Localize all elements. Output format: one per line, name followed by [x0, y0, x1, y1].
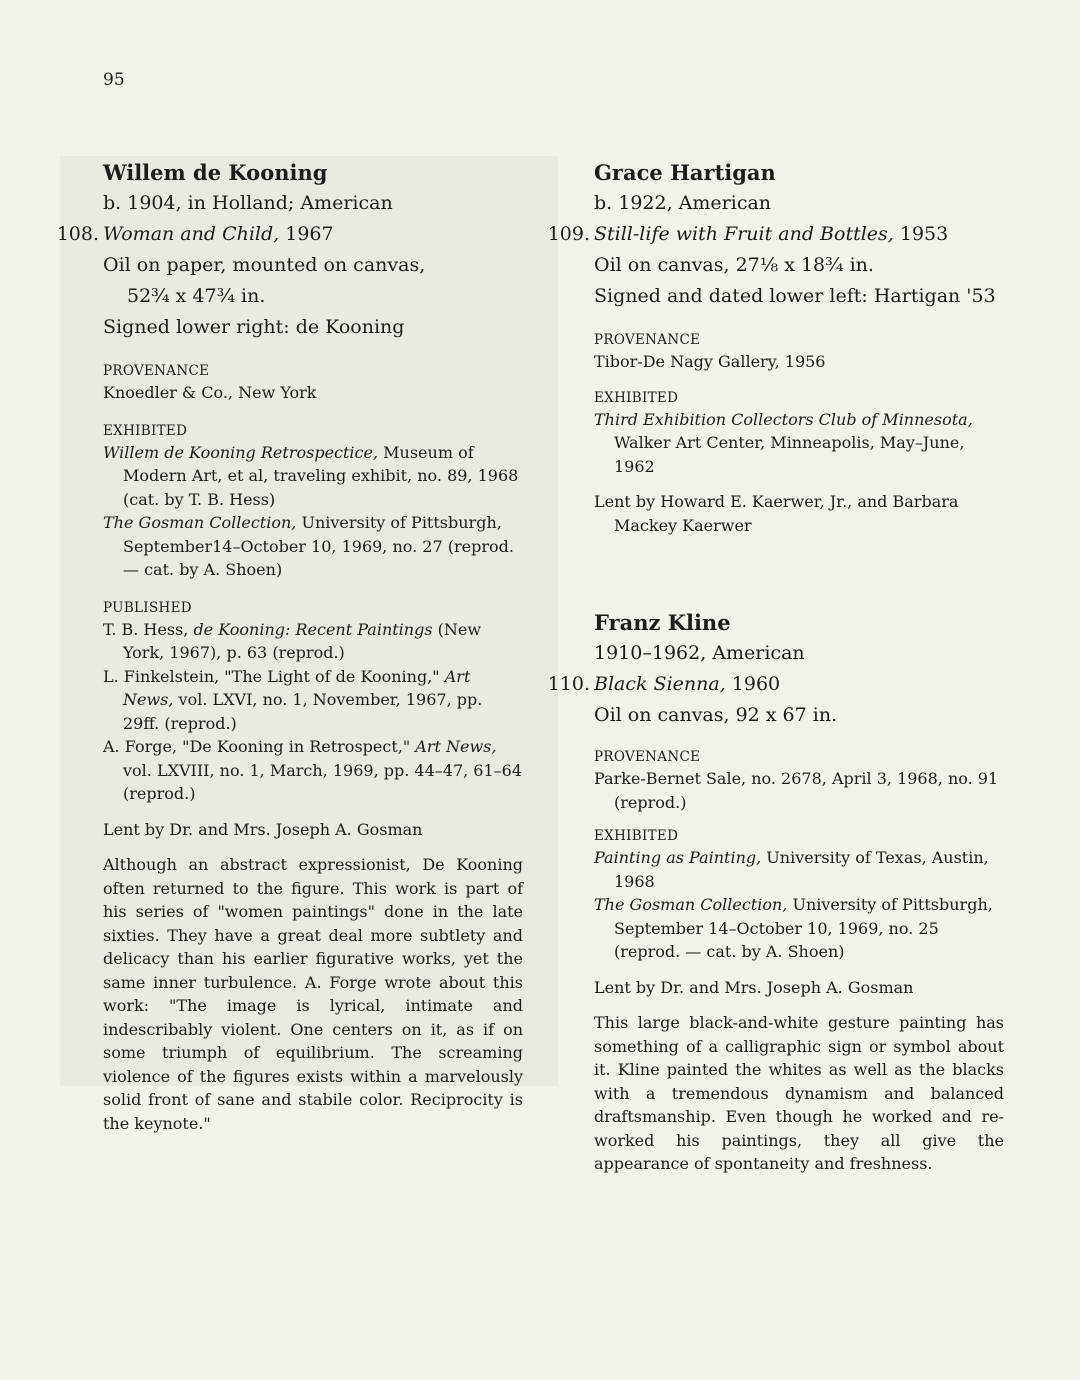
artist-birth: b. 1922, American [594, 192, 772, 214]
page-number: 95 [103, 70, 125, 90]
entry-110 [547, 608, 1004, 1176]
medium: Oil on canvas, 27⅛ x 18¾ in. [594, 254, 874, 276]
lender-credit: Lent by Dr. and Mrs. Joseph A. Gosman [594, 977, 914, 997]
work-year: 1953 [899, 223, 949, 245]
entry-109 [547, 158, 1004, 537]
exhibition-item: Willem de Kooning Retrospectice, Museum of Modern Art, et al, traveling exhibit, no. 89, 1968 (cat. by T. B. Hess) [103, 442, 519, 509]
medium: Oil on canvas, 92 x 67 in. [594, 704, 838, 726]
artist-name: Grace Hartigan [594, 160, 776, 185]
exhibited-label: EXHIBITED [103, 422, 188, 439]
exhibited-label: EXHIBITED [594, 828, 679, 844]
provenance-label: PROVENANCE [594, 749, 701, 765]
work-title: Woman and Child, [103, 223, 280, 245]
signature-note: Signed lower right: de Kooning [103, 316, 405, 338]
lender-credit: Lent by Howard E. Kaerwer, Jr., and Barbara Mackey Kaerwer [594, 492, 959, 535]
exhibition-item: Painting as Painting, University of Texas, Austin, 1968 [594, 848, 989, 891]
publication-item: L. Finkelstein, "The Light of de Kooning," Art News, vol. LXVI, no. 1, November, 1967, pp. 29ff. (reprod.) [103, 666, 483, 733]
work-title: Still-life with Fruit and Bottles, [594, 223, 894, 245]
description: Although an abstract expressionist, De Kooning often returned to the figure. This work is part of his series of "women paintings" done in the late sixties. They have a great deal more subtlety and delicacy than his earlier figurative works, yet the same inner turbulence. A. Forge wrote about this work: "The image is lyrical, intimate and indescribably violent. One centers on it, as if on some triumph of equilibrium. The screaming violence of the figures exists within a marvelously solid front of sane and stabile color. Reciprocity is the keynote." [103, 855, 523, 1133]
exhibition-item: The Gosman Collection, University of Pittsburgh, September14–October 10, 1969, no. 27 (reprod. — cat. by A. Shoen) [103, 513, 514, 579]
exhibited-label: EXHIBITED [594, 389, 679, 406]
artist-birth: b. 1904, in Holland; American [103, 192, 393, 214]
provenance-label: PROVENANCE [103, 363, 210, 379]
provenance-text: Tibor-De Nagy Gallery, 1956 [594, 352, 826, 371]
lender-credit: Lent by Dr. and Mrs. Joseph A. Gosman [103, 819, 423, 839]
artist-name: Willem de Kooning [103, 160, 328, 185]
description: This large black-and-white gesture painting has something of a calligraphic sign or symbol about it. Kline painted the whites as well as the blacks with a tremendous dynamism and balanced draftsmanship. Even though he worked and re-worked his paintings, they all give the appearance of spontaneity and freshness. [594, 1013, 1004, 1173]
provenance-text: Parke-Bernet Sale, no. 2678, April 3, 1968, no. 91 (reprod.) [594, 769, 999, 812]
published-label: PUBLISHED [103, 599, 192, 616]
work-title-line [547, 219, 1004, 250]
artist-birth: 1910–1962, American [594, 642, 805, 664]
publication-item: A. Forge, "De Kooning in Retrospect," Art News, vol. LXVIII, no. 1, March, 1969, pp. 44–47, 61–64 (reprod.) [103, 737, 523, 803]
entry-108 [56, 158, 523, 1135]
work-year: 1960 [731, 673, 781, 695]
exhibition-item: Third Exhibition Collectors Club of Minnesota, Walker Art Center, Minneapolis, May–June, 1962 [594, 409, 973, 476]
provenance-text: Knoedler & Co., New York [103, 383, 317, 402]
signature-note: Signed and dated lower left: Hartigan '53 [594, 285, 996, 307]
work-title-line [547, 669, 1004, 700]
work-year: 1967 [285, 223, 334, 245]
exhibition-item: The Gosman Collection, University of Pittsburgh, September 14–October 10, 1969, no. 25 (reprod. — cat. by A. Shoen) [594, 895, 993, 961]
publication-item: T. B. Hess, de Kooning: Recent Paintings (New York, 1967), p. 63 (reprod.) [103, 619, 482, 662]
work-title-line [56, 219, 523, 250]
medium: Oil on paper, mounted on canvas, [103, 254, 426, 276]
artist-name: Franz Kline [594, 610, 731, 635]
catalog-number: 110. [547, 673, 590, 695]
provenance-label: PROVENANCE [594, 332, 701, 348]
dimensions: 52¾ x 47¾ in. [127, 285, 266, 307]
catalog-number: 109. [547, 223, 590, 245]
catalog-number: 108. [56, 223, 99, 245]
work-title: Black Sienna, [594, 673, 726, 695]
